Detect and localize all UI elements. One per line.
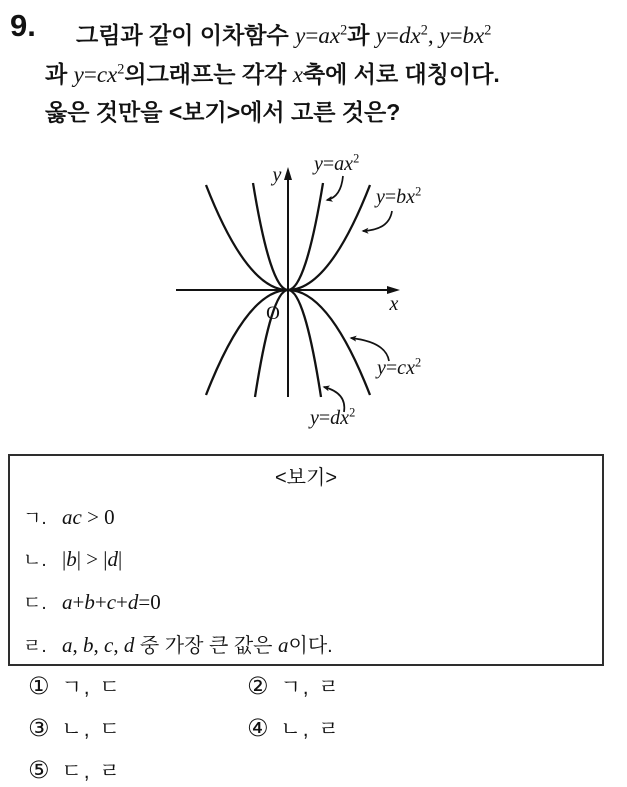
choice-3-text: ㄴ, ㄷ xyxy=(61,718,122,741)
choice-2-text: ㄱ, ㄹ xyxy=(280,676,341,699)
choice-4-number: ④ xyxy=(247,714,269,742)
choice-2[interactable] xyxy=(247,671,341,701)
bogi-item-rieul xyxy=(23,629,333,658)
choice-5-text: ㄷ, ㄹ xyxy=(61,760,122,783)
bogi-item-marker: ㄴ. xyxy=(23,550,47,571)
bogi-item-digeut xyxy=(23,588,161,615)
curve-label-dx2: $y=dx^2$ xyxy=(310,405,356,429)
problem-number: 9. xyxy=(10,8,36,43)
bogi-item-statement: a, b, c, d 중 가장 큰 값은 a이다. xyxy=(62,633,333,657)
problem-text-line3: 옳은 것만을 <보기>에서 고른 것은? xyxy=(45,99,401,125)
choice-4[interactable] xyxy=(247,713,341,743)
arrow-to-ax2-icon xyxy=(327,176,343,200)
choice-5[interactable] xyxy=(28,755,122,785)
choice-5-number: ⑤ xyxy=(28,756,50,784)
bogi-item-statement: |b| > |d| xyxy=(62,547,123,571)
curve-label-bx2: $y=bx^2$ xyxy=(376,184,422,208)
choice-2-number: ② xyxy=(247,672,269,700)
bogi-item-marker: ㄷ. xyxy=(23,593,47,614)
choice-1-text: ㄱ, ㄷ xyxy=(61,676,122,699)
bogi-item-statement: a+b+c+d=0 xyxy=(62,590,161,614)
label-x-axis: x xyxy=(389,293,399,315)
choice-3-number: ③ xyxy=(28,714,50,742)
bogi-box xyxy=(8,454,604,666)
curve-label-cx2: $y=cx^2$ xyxy=(377,355,422,379)
bogi-item-marker: ㄹ. xyxy=(23,636,47,657)
bogi-item-giyeok xyxy=(23,503,115,530)
choice-1[interactable] xyxy=(28,671,122,701)
bogi-item-nieun xyxy=(23,545,122,572)
y-axis-arrow-icon xyxy=(284,167,292,180)
arrow-to-bx2-icon xyxy=(363,211,392,231)
label-origin: O xyxy=(266,303,280,324)
bogi-item-marker: ㄱ. xyxy=(23,508,47,529)
curve-label-ax2: $y=ax^2$ xyxy=(314,151,360,175)
bogi-item-statement: ac > 0 xyxy=(62,505,115,529)
choice-3[interactable] xyxy=(28,713,122,743)
problem-text-line1: 그림과 같이 이차함수 $y=ax^2$과 $y=dx^2$, $y=bx^2$ xyxy=(76,22,492,48)
choice-4-text: ㄴ, ㄹ xyxy=(280,718,341,741)
graph-canvas xyxy=(160,145,480,435)
choice-1-number: ① xyxy=(28,672,50,700)
bogi-title: <보기> xyxy=(275,467,337,489)
function-graph xyxy=(160,145,480,435)
problem-text-line2: 과 $y=cx^2$의그래프는 각각 x축에 서로 대칭이다. xyxy=(45,61,500,87)
label-y-axis: y xyxy=(272,164,282,186)
